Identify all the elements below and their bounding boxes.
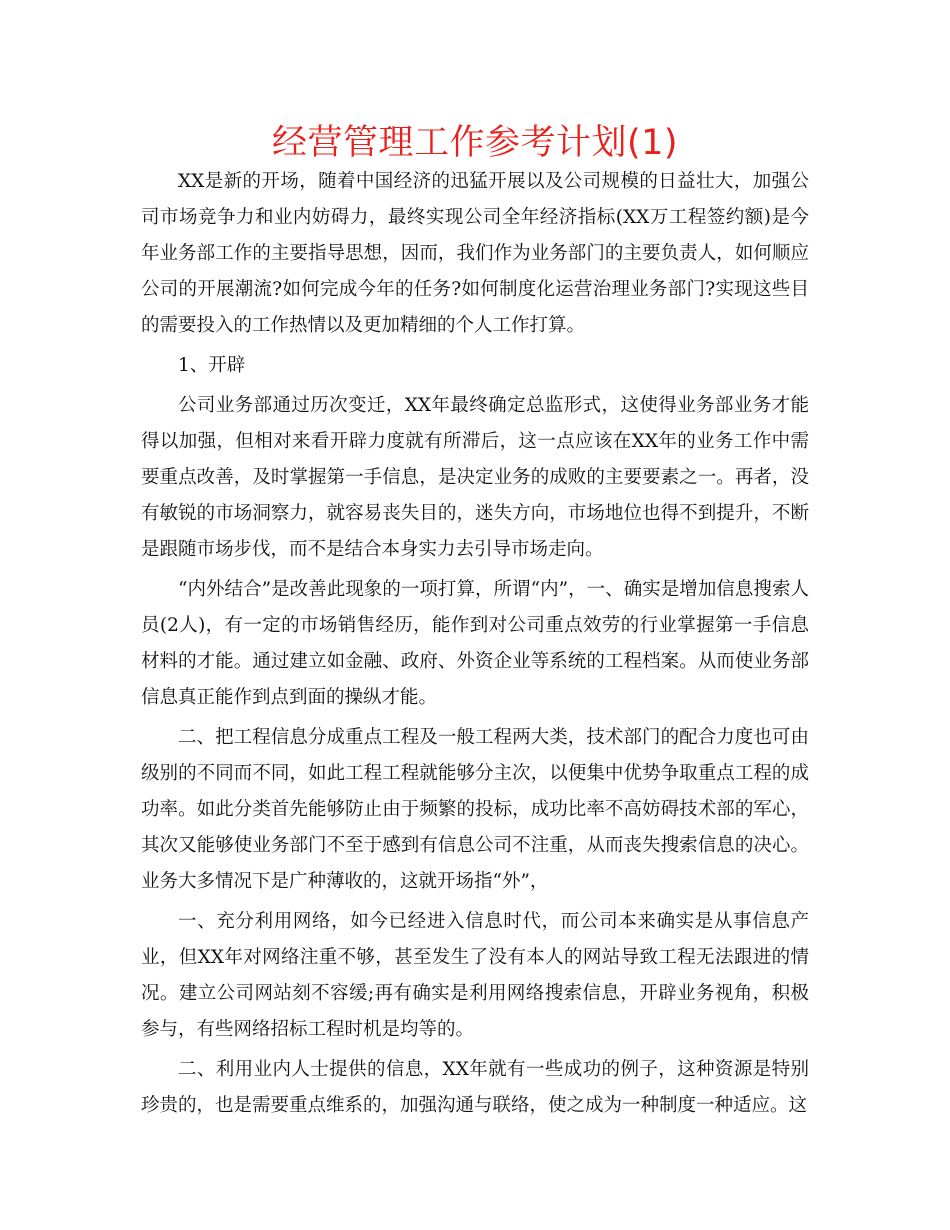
paragraph-industry-insiders: 二、利用业内人士提供的信息，XX年就有一些成功的例子，这种资源是特别珍贵的，也是需要重点维系的，加强沟通与联络，使之成为一种制度一种适应。这 (141, 1059, 809, 1116)
paragraph-project-classification: 二、把工程信息分成重点工程及一般工程两大类，技术部门的配合力度也可由级别的不同而不同，如此工程工程就能够分主次，以便集中优势争取重点工程的成功率。如此分类首先能够防止由于频繁的投标，成功比率不高妨碍技术部的军心，其次又能够使业务部门不至于感到有信息公司不注重，从而丧失搜索信息的决心。业务大多情况下是广种薄收的，这就开场指“外”， (141, 727, 809, 892)
paragraph-intro: XX是新的开场，随着中国经济的迅猛开展以及公司规模的日益壮大，加强公司市场竞争力和业内妨碍力，最终实现公司全年经济指标(XX万工程签约额)是今年业务部工作的主要指导思想，因而，我们作为业务部门的主要负责人，如何顺应公司的开展潮流?如何完成今年的任务?如何制度化运营治理业务部门?实现这些目的需要投入的工作热情以及更加精细的个人工作打算。 (141, 171, 809, 336)
paragraph-internal-external: “内外结合”是改善此现象的一项打算，所谓“内”，一、确实是增加信息搜索人员(2人)，有一定的市场销售经历，能作到对公司重点效劳的行业掌握第一手信息材料的才能。通过建立如金融、政府、外资企业等系统的工程档案。从而使业务部信息真正能作到点到面的操纵才能。 (141, 579, 809, 708)
document-title: 经营管理工作参考计划(1) (271, 123, 679, 163)
document-body (141, 164, 809, 1128)
section-heading-development: 1、开辟 (178, 355, 246, 376)
paragraph-network-usage: 一、充分利用网络，如今已经进入信息时代，而公司本来确实是从事信息产业，但XX年对网络注重不够，甚至发生了没有本人的网站导致工程无法跟进的情况。建立公司网站刻不容缓;再有确实是利用网络搜索信息，开辟业务视角，积极参与，有些网络招标工程时机是均等的。 (141, 911, 809, 1040)
paragraph-development: 公司业务部通过历次变迁，XX年最终确定总监形式，这使得业务部业务才能得以加强，但相对来看开辟力度就有所滞后，这一点应该在XX年的业务工作中需要重点改善，及时掌握第一手信息，是决定业务的成败的主要要素之一。再者，没有敏锐的市场洞察力，就容易丧失目的，迷失方向，市场地位也得不到提升，不断是跟随市场步伐，而不是结合本身实力去引导市场走向。 (141, 395, 809, 560)
